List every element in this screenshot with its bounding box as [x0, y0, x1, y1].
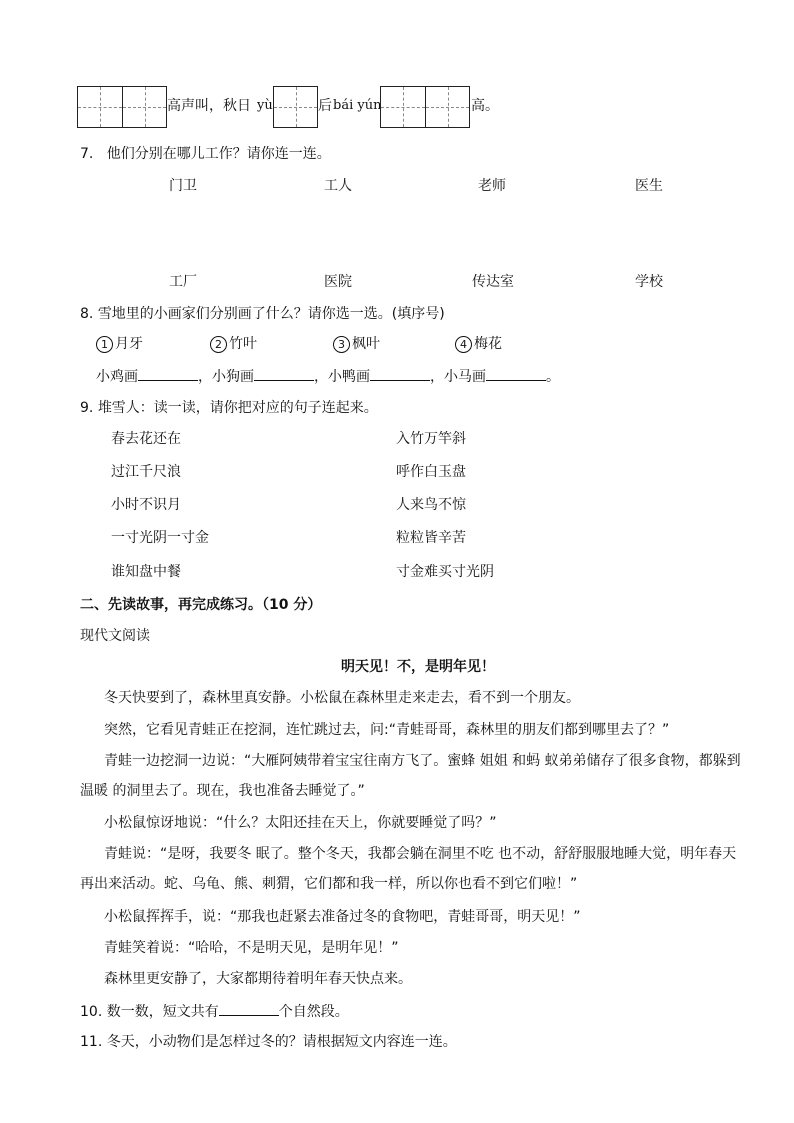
q9-right-item[interactable]: 人来鸟不惊 — [396, 497, 466, 513]
q9-right-item[interactable]: 粒粒皆辛苦 — [396, 530, 466, 546]
q8-option — [96, 334, 143, 354]
answer-blank[interactable] — [254, 366, 314, 381]
q9-left-item[interactable]: 谁知盘中餐 — [111, 564, 181, 580]
q7-bottom-item[interactable]: 学校 — [635, 274, 663, 290]
story-paragraph: 青蛙说：“是呀，我要冬 眠了。整个冬天，我都会躺在洞里不吃 也不动，舒舒服服地睡大觉，明年春天再出来活动。蛇、乌龟、熊、刺猬，它们都和我一样，所以你也看不到它们啦！” — [80, 846, 737, 892]
q10-question — [80, 1001, 349, 1022]
option-number-circle: 1 — [96, 336, 113, 353]
blank-prompt: ，小鸭画 — [314, 369, 370, 385]
q9-question — [80, 398, 378, 418]
option-number-circle: 3 — [333, 336, 350, 353]
q9-left-item[interactable]: 小时不识月 — [111, 497, 181, 513]
q8-number: 8. — [80, 306, 94, 322]
q8-option — [455, 334, 502, 354]
answer-blank[interactable] — [486, 366, 546, 381]
q9-left-item[interactable]: 一寸光阴一寸金 — [111, 530, 209, 546]
answer-blank[interactable] — [370, 366, 430, 381]
q7-bottom-item[interactable]: 传达室 — [472, 274, 514, 290]
blank-prompt: ，小狗画 — [198, 369, 254, 385]
answer-blank[interactable] — [138, 366, 198, 381]
q9-text: 堆雪人：读一读，请你把对应的句子连起来。 — [97, 400, 378, 416]
answer-blank[interactable] — [219, 1001, 279, 1016]
story-title: 明天见！不，是明年见！ — [341, 659, 495, 675]
q7-bottom-item[interactable]: 医院 — [324, 274, 352, 290]
q10-text-1: 数一数，短文共有 — [106, 1004, 219, 1020]
section-heading: 二、先读故事，再完成练习。（10 分） — [80, 597, 322, 613]
section-subheading: 现代文阅读 — [80, 628, 150, 644]
q8-option — [333, 334, 380, 354]
option-number-circle: 2 — [210, 336, 227, 353]
q11-text: 冬天，小动物们是怎样过冬的？请根据短文内容连一连。 — [106, 1034, 457, 1050]
option-label: 梅花 — [474, 336, 502, 352]
q7-question — [80, 144, 331, 164]
q9-right-item[interactable]: 入竹万竿斜 — [396, 431, 466, 447]
story-paragraph: 青蛙一边挖洞一边说：“大雁阿姨带着宝宝往南方飞了。蜜蜂 姐姐 和蚂 蚁弟弟储存了很多食物，都躲到温暖 的洞里去了。现在，我也准备去睡觉了。” — [80, 753, 741, 799]
blank-prompt: ，小马画 — [430, 369, 486, 385]
q8-question — [80, 304, 445, 324]
q7-number: 7. — [80, 146, 94, 162]
q10-text-2: 个自然段。 — [278, 1004, 349, 1020]
q7-top-item[interactable]: 工人 — [324, 178, 352, 194]
blank-prompt: 小鸡画 — [96, 369, 138, 385]
q6-pinyin-1: yù — [257, 98, 273, 113]
q7-top-item[interactable]: 门卫 — [169, 178, 197, 194]
q9-right-item[interactable]: 呼作白玉盘 — [396, 464, 466, 480]
q6-text-1: 高声叫，秋日 — [167, 98, 251, 114]
story-paragraph: 冬天快要到了，森林里真安静。小松鼠在森林里走来走去，看不到一个朋友。 — [104, 690, 580, 706]
story-paragraph: 小松鼠惊讶地说：“什么？太阳还挂在天上，你就要睡觉了吗？” — [104, 815, 497, 831]
story-paragraph: 突然，它看见青蛙正在挖洞，连忙跳过去，问:“青蛙哥哥，森林里的朋友们都到哪里去了？” — [104, 722, 670, 738]
option-number-circle: 4 — [455, 336, 472, 353]
q9-right-item[interactable]: 寸金难买寸光阴 — [396, 564, 494, 580]
q7-text: 他们分别在哪儿工作？请你连一连。 — [106, 146, 331, 162]
q6-text-2: 后 — [318, 98, 332, 114]
q9-left-item[interactable]: 过江千尺浪 — [111, 464, 181, 480]
q7-bottom-item[interactable]: 工厂 — [169, 274, 197, 290]
q8-option — [210, 334, 257, 354]
grid-cell — [425, 87, 469, 127]
option-label: 月牙 — [115, 336, 143, 352]
q8-text: 雪地里的小画家们分别画了什么？请你选一选。(填序号) — [97, 306, 445, 322]
char-grid-3[interactable] — [380, 86, 470, 128]
story-paragraph: 森林里更安静了，大家都期待着明年春天快点来。 — [104, 971, 412, 987]
grid-cell — [274, 87, 317, 127]
option-label: 竹叶 — [229, 336, 257, 352]
grid-cell — [122, 87, 166, 127]
story-paragraph: 小松鼠挥挥手，说：“那我也赶紧去准备过冬的食物吧，青蛙哥哥，明天见！” — [104, 909, 581, 925]
q8-blanks-line — [96, 366, 560, 387]
story-paragraph: 青蛙笑着说：“哈哈，不是明天见，是明年见！” — [104, 940, 399, 956]
grid-cell — [381, 87, 425, 127]
char-grid-1[interactable] — [77, 86, 167, 128]
q10-number: 10. — [80, 1004, 103, 1020]
option-label: 枫叶 — [352, 336, 380, 352]
blank-prompt: 。 — [546, 369, 560, 385]
q6-text-3: 高。 — [471, 98, 499, 114]
q11-question — [80, 1032, 457, 1052]
char-grid-2[interactable] — [273, 86, 318, 128]
grid-cell — [78, 87, 122, 127]
q7-top-item[interactable]: 老师 — [478, 178, 506, 194]
q9-left-item[interactable]: 春去花还在 — [111, 431, 181, 447]
q6-pinyin-2: bái yún — [333, 98, 382, 113]
q7-top-item[interactable]: 医生 — [635, 178, 663, 194]
q9-number: 9. — [80, 400, 94, 416]
q11-number: 11. — [80, 1034, 103, 1050]
